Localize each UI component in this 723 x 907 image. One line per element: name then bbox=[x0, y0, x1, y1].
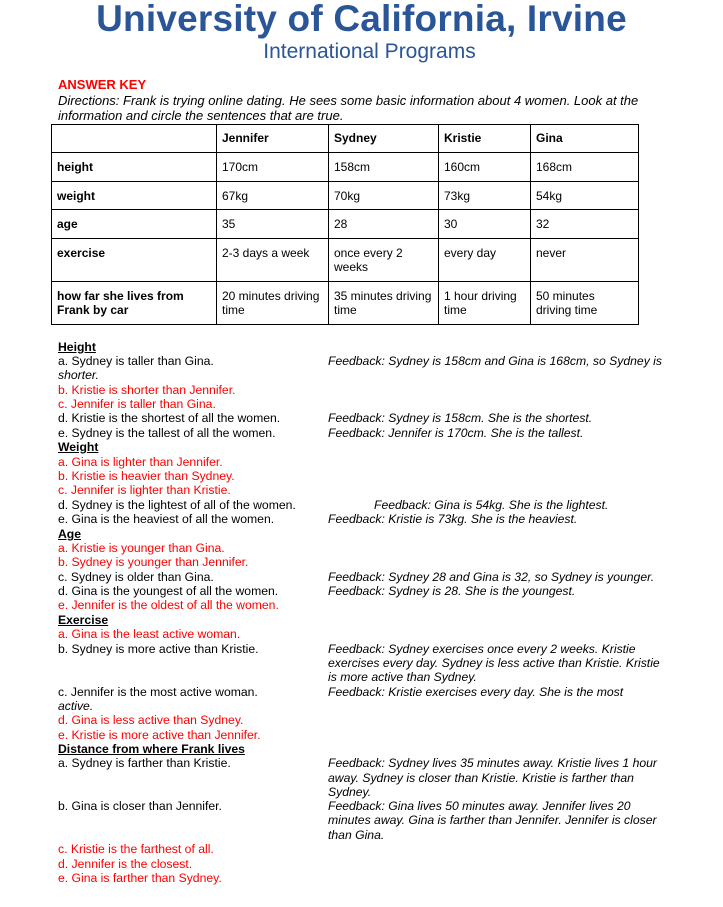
feedback-text: Feedback: Gina lives 50 minutes away. Jennifer lives 20 bbox=[328, 799, 631, 813]
true-statement: b. Sydney is younger than Jennifer. bbox=[58, 555, 249, 569]
section-heading: Exercise bbox=[58, 613, 109, 627]
table-row bbox=[52, 239, 639, 282]
true-statement: d. Jennifer is the closest. bbox=[58, 857, 193, 871]
table-cell: 67kg bbox=[217, 182, 329, 210]
header-cell: Sydney bbox=[329, 125, 439, 153]
feedback-text: Feedback: Sydney is 28. She is the youngest. bbox=[328, 584, 576, 598]
feedback-text: Feedback: Sydney is 158cm. She is the shortest. bbox=[328, 411, 593, 425]
section-heading: Distance from where Frank lives bbox=[58, 742, 245, 756]
table-row bbox=[52, 182, 639, 210]
feedback-text: Feedback: Sydney exercises once every 2 weeks. Kristie bbox=[328, 642, 636, 656]
true-statement: a. Gina is the least active woman. bbox=[58, 627, 241, 641]
university-title: University of California, Irvine bbox=[96, 0, 627, 39]
table-cell: never bbox=[531, 239, 639, 282]
feedback-text: away. Sydney is closer than Kristie. Kristie is farther than bbox=[328, 771, 634, 785]
feedback-text: is more active than Sydney. bbox=[328, 670, 477, 684]
department-subtitle: International Programs bbox=[263, 40, 476, 63]
feedback-text: Sydney. bbox=[328, 785, 372, 799]
feedback-text: shorter. bbox=[58, 368, 99, 382]
table-cell: 32 bbox=[531, 210, 639, 239]
statement: d. Sydney is the lightest of all of the women. bbox=[58, 498, 296, 512]
feedback-text: Feedback: Kristie is 73kg. She is the heaviest. bbox=[328, 512, 578, 526]
statement: d. Gina is the youngest of all the women. bbox=[58, 584, 279, 598]
table-row bbox=[52, 282, 639, 325]
statement: e. Gina is the heaviest of all the women. bbox=[58, 512, 275, 526]
table-header-row bbox=[52, 125, 639, 153]
statement: c. Sydney is older than Gina. bbox=[58, 570, 214, 584]
true-statement: e. Kristie is more active than Jennifer. bbox=[58, 728, 261, 742]
statement: a. Sydney is taller than Gina. bbox=[58, 354, 214, 368]
feedback-text: Feedback: Sydney 28 and Gina is 32, so Sydney is younger. bbox=[328, 570, 655, 584]
section-heading: Weight bbox=[58, 440, 99, 454]
table-row bbox=[52, 210, 639, 239]
feedback-text: Feedback: Sydney lives 35 minutes away. Kristie lives 1 hour bbox=[328, 756, 657, 770]
statement: b. Sydney is more active than Kristie. bbox=[58, 642, 259, 656]
row-label: age bbox=[52, 210, 217, 239]
section-heading: Age bbox=[58, 527, 82, 541]
row-label: exercise bbox=[52, 239, 217, 282]
table-cell: 2-3 days a week bbox=[217, 239, 329, 282]
table-cell: 28 bbox=[329, 210, 439, 239]
true-statement: e. Jennifer is the oldest of all the women. bbox=[58, 598, 279, 612]
true-statement: c. Jennifer is taller than Gina. bbox=[58, 397, 216, 411]
table-cell: 160cm bbox=[439, 153, 531, 182]
true-statement: e. Gina is farther than Sydney. bbox=[58, 871, 222, 885]
info-table bbox=[51, 124, 639, 325]
table-cell: 35 bbox=[217, 210, 329, 239]
true-statement: c. Kristie is the farthest of all. bbox=[58, 842, 214, 856]
table-cell: 170cm bbox=[217, 153, 329, 182]
table-cell: 70kg bbox=[329, 182, 439, 210]
true-statement: d. Gina is less active than Sydney. bbox=[58, 713, 244, 727]
header-cell: Jennifer bbox=[217, 125, 329, 153]
section-heading: Height bbox=[58, 340, 96, 354]
true-statement: b. Kristie is shorter than Jennifer. bbox=[58, 383, 236, 397]
header-cell: Gina bbox=[531, 125, 639, 153]
header-cell bbox=[52, 125, 217, 153]
true-statement: a. Kristie is younger than Gina. bbox=[58, 541, 225, 555]
directions-text: Directions: Frank is trying online dating. He sees some basic information about 4 women. Look at the information and circle the sentences that are true. bbox=[58, 93, 639, 123]
feedback-text: active. bbox=[58, 699, 94, 713]
feedback-text: exercises every day. Sydney is less active than Kristie. Kristie bbox=[328, 656, 660, 670]
table-cell: 20 minutes driving time bbox=[217, 282, 329, 325]
statement: e. Sydney is the tallest of all the women. bbox=[58, 426, 276, 440]
table-cell: every day bbox=[439, 239, 531, 282]
table-row bbox=[52, 153, 639, 182]
true-statement: b. Kristie is heavier than Sydney. bbox=[58, 469, 235, 483]
row-label: height bbox=[52, 153, 217, 182]
statement: b. Gina is closer than Jennifer. bbox=[58, 799, 222, 813]
table-cell: 168cm bbox=[531, 153, 639, 182]
table-cell: 35 minutes driving time bbox=[329, 282, 439, 325]
header-cell: Kristie bbox=[439, 125, 531, 153]
true-statement: a. Gina is lighter than Jennifer. bbox=[58, 455, 223, 469]
statement: d. Kristie is the shortest of all the women. bbox=[58, 411, 281, 425]
statement: a. Sydney is farther than Kristie. bbox=[58, 756, 231, 770]
feedback-text: Feedback: Sydney is 158cm and Gina is 168cm, so Sydney is bbox=[328, 354, 662, 368]
feedback-text: Feedback: Gina is 54kg. She is the lightest. bbox=[374, 498, 609, 512]
feedback-text: minutes away. Gina is farther than Jennifer. Jennifer is closer bbox=[328, 813, 657, 827]
table-cell: 54kg bbox=[531, 182, 639, 210]
row-label: weight bbox=[52, 182, 217, 210]
table-cell: 50 minutes driving time bbox=[531, 282, 639, 325]
feedback-text: Feedback: Jennifer is 170cm. She is the tallest. bbox=[328, 426, 584, 440]
true-statement: c. Jennifer is lighter than Kristie. bbox=[58, 483, 231, 497]
row-label: how far she lives from Frank by car bbox=[52, 282, 217, 325]
feedback-text: Feedback: Kristie exercises every day. She is the most bbox=[328, 685, 624, 699]
table-cell: 1 hour driving time bbox=[439, 282, 531, 325]
table-cell: 30 bbox=[439, 210, 531, 239]
statement: c. Jennifer is the most active woman. bbox=[58, 685, 258, 699]
table-cell: once every 2 weeks bbox=[329, 239, 439, 282]
table-cell: 73kg bbox=[439, 182, 531, 210]
feedback-text: than Gina. bbox=[328, 828, 385, 842]
answer-key-label: ANSWER KEY bbox=[58, 77, 147, 92]
table-cell: 158cm bbox=[329, 153, 439, 182]
